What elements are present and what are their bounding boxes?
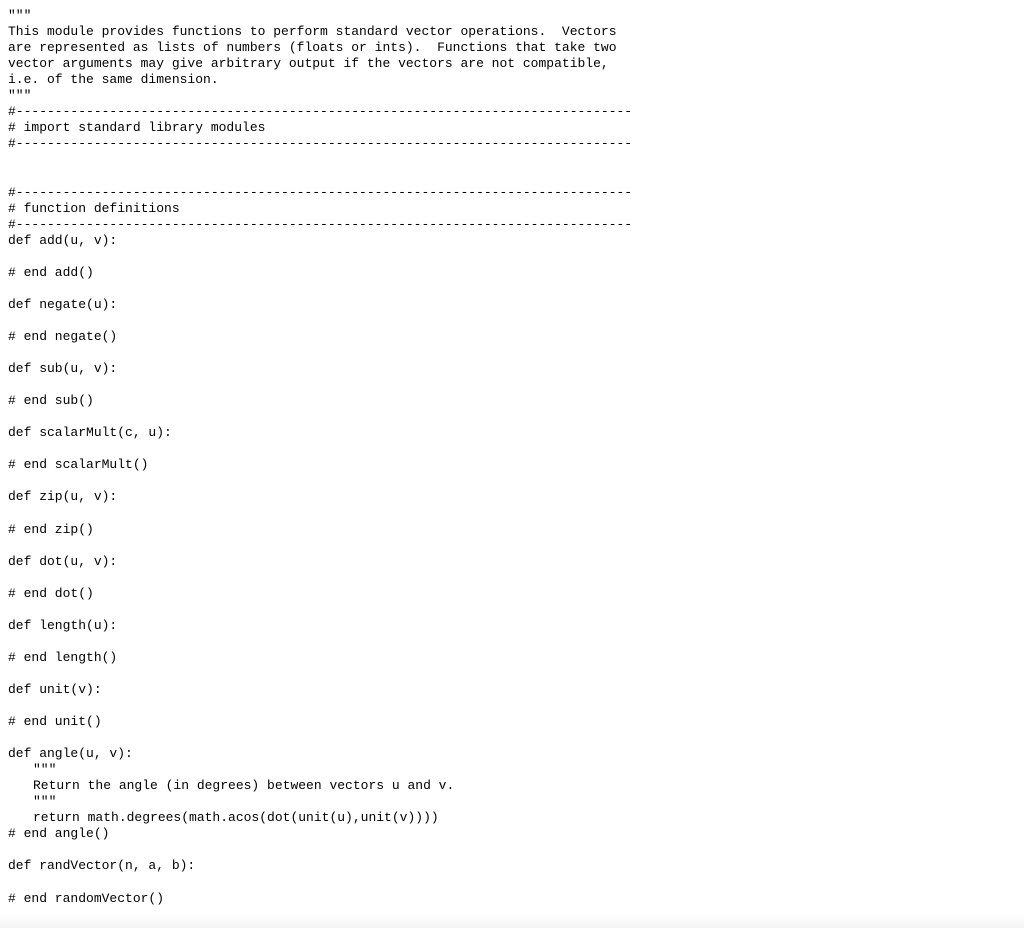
comment-line: # end sub() xyxy=(8,393,94,409)
function-body-line: return math.degrees(math.acos(dot(unit(u),unit(v)))) xyxy=(33,810,439,826)
comment-separator-line: #------------------------------------------------------------------------------- xyxy=(8,184,633,200)
blank-line xyxy=(8,473,632,489)
blank-line xyxy=(8,875,632,891)
docstring-delimiter: """ xyxy=(8,88,32,104)
blank-line xyxy=(8,634,632,650)
blank-line xyxy=(8,377,632,393)
comment-line: # end scalarMult() xyxy=(8,457,149,473)
function-definition-line: def sub(u, v): xyxy=(8,361,118,377)
blank-line xyxy=(8,249,632,265)
blank-line xyxy=(8,168,632,184)
comment-line: # end negate() xyxy=(8,328,118,344)
function-definition-line: def length(u): xyxy=(8,617,118,633)
comment-line: # function definitions xyxy=(8,200,180,216)
blank-line xyxy=(8,602,632,618)
comment-line: # end unit() xyxy=(8,714,102,730)
docstring-line: vector arguments may give arbitrary output if the vectors are not compatible, xyxy=(8,56,609,72)
function-definition-line: def zip(u, v): xyxy=(8,489,118,505)
blank-line xyxy=(8,698,632,714)
blank-line xyxy=(8,345,632,361)
function-definition-line: def add(u, v): xyxy=(8,232,118,248)
blank-line xyxy=(8,313,632,329)
function-definition-line: def randVector(n, a, b): xyxy=(8,858,196,874)
comment-line: # end dot() xyxy=(8,585,94,601)
blank-line xyxy=(8,730,632,746)
comment-line: # end length() xyxy=(8,649,118,665)
source-code-view xyxy=(8,8,632,907)
blank-line xyxy=(8,666,632,682)
function-docstring-line: Return the angle (in degrees) between vectors u and v. xyxy=(33,778,455,794)
docstring-delimiter: """ xyxy=(8,8,32,23)
blank-line xyxy=(8,441,632,457)
function-docstring-delimiter: """ xyxy=(33,762,57,778)
blank-line xyxy=(8,570,632,586)
comment-separator-line: #------------------------------------------------------------------------------- xyxy=(8,104,633,120)
function-definition-line: def angle(u, v): xyxy=(8,746,133,762)
function-definition-line: def negate(u): xyxy=(8,296,118,312)
blank-line xyxy=(8,505,632,521)
comment-separator-line: #------------------------------------------------------------------------------- xyxy=(8,136,633,152)
blank-line xyxy=(8,409,632,425)
comment-line: # end zip() xyxy=(8,521,94,537)
function-definition-line: def scalarMult(c, u): xyxy=(8,425,172,441)
blank-line xyxy=(8,842,632,858)
docstring-line: i.e. of the same dimension. xyxy=(8,72,219,88)
blank-line xyxy=(8,281,632,297)
docstring-line: This module provides functions to perform standard vector operations. Vectors xyxy=(8,24,617,40)
comment-line: # import standard library modules xyxy=(8,120,266,136)
comment-line: # end angle() xyxy=(8,826,110,842)
docstring-line: are represented as lists of numbers (floats or ints). Functions that take two xyxy=(8,40,617,56)
blank-line xyxy=(8,538,632,554)
blank-line xyxy=(8,152,632,168)
comment-separator-line: #------------------------------------------------------------------------------- xyxy=(8,216,633,232)
function-docstring-delimiter: """ xyxy=(33,794,57,810)
comment-line: # end add() xyxy=(8,264,94,280)
function-definition-line: def dot(u, v): xyxy=(8,553,118,569)
window-bottom-edge xyxy=(0,914,1024,928)
function-definition-line: def unit(v): xyxy=(8,681,102,697)
comment-line: # end randomVector() xyxy=(8,890,165,906)
